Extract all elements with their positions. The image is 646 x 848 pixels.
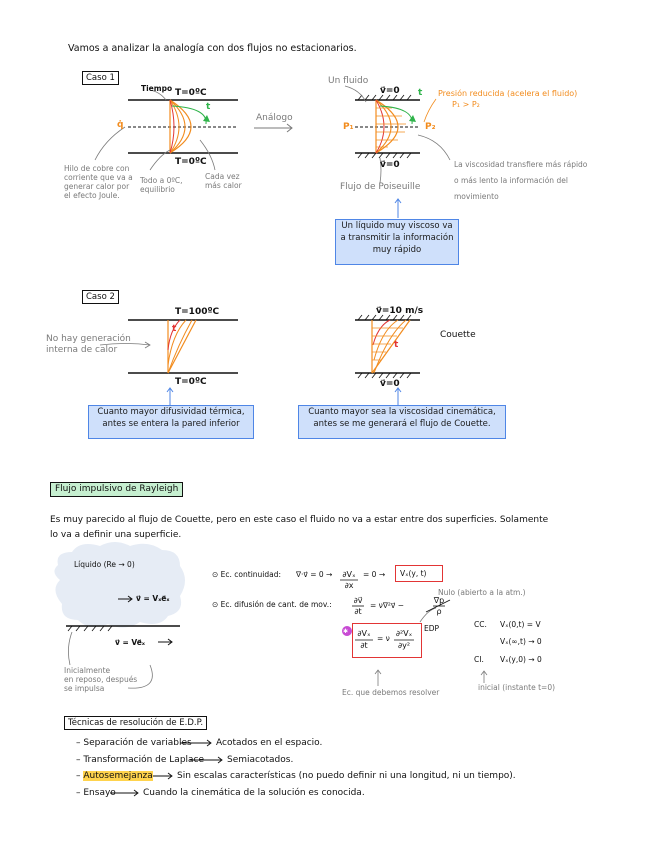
continuity-label: ⊙ Ec. continuidad:: [212, 570, 282, 579]
pde-lhs-den: ∂t: [360, 641, 368, 650]
pde-lhs-num: ∂Vₓ: [357, 629, 371, 638]
pde-mid: = ν: [377, 634, 390, 643]
case2-t-symbol: t: [172, 324, 177, 334]
continuity-frac-num: ∂Vₓ: [342, 570, 356, 579]
diff-rhs: = ν∇²v⃗ −: [370, 601, 404, 610]
initial-note: inicial (instante t=0): [478, 683, 556, 692]
intro-text: Vamos a analizar la analogía con dos flujos no estacionarios.: [68, 43, 357, 54]
case1-v-top: v⃗=0: [380, 86, 400, 96]
viscosity-note-0: La viscosidad transfiere más rápido: [454, 160, 588, 169]
couette-t-symbol: t: [394, 340, 399, 350]
technique-name-1: Transformación de Laplace: [83, 755, 205, 765]
note-heat-1: corriente que va a: [64, 173, 133, 182]
no-gen-0: No hay generación: [46, 334, 131, 344]
grad-num: ∇p: [433, 596, 445, 605]
fluid-label: Un fluido: [328, 76, 369, 86]
cc1: Vₓ(0,t) = V: [500, 620, 541, 629]
rayleigh-desc-0: Es muy parecido al flujo de Couette, pero en este caso el fluido no va a estar entre dos superficies. Solamente: [50, 515, 549, 525]
continuity-frac-den: ∂x: [344, 581, 354, 590]
note-heat-3: el efecto Joule.: [64, 191, 120, 200]
case2-left-line-0: Cuanto mayor difusividad térmica,: [97, 407, 245, 417]
viscosity-note-2: movimiento: [454, 192, 499, 201]
technique-name-3: Ensayo: [83, 788, 116, 798]
note-equilibrium-1: equilibrio: [140, 185, 175, 194]
velocity-field: v⃗ = Vₓe⃗ₓ: [136, 594, 170, 603]
note-heat-2: generar calor por: [64, 182, 130, 191]
couette-label: Couette: [440, 330, 476, 340]
case2-v-top: v⃗=10 m/s: [376, 306, 424, 316]
viscosity-note-1: o más lento la información del: [454, 176, 568, 185]
case2-right-callout: [298, 405, 506, 439]
case1-t-symbol: t: [206, 102, 211, 112]
wall-note-2: se impulsa: [64, 684, 105, 693]
case1-callout-box: [335, 219, 459, 265]
ci1: Vₓ(y,0) → 0: [500, 655, 542, 664]
pressure-note: Presión reducida (acelera el fluido): [438, 89, 578, 98]
case1-right-t-symbol: t: [418, 88, 423, 98]
case2-top-temp: T=100ºC: [175, 307, 220, 317]
solve-note: Ec. que debemos resolver: [342, 688, 440, 697]
grad-den: ρ: [436, 607, 442, 616]
diff-den: ∂t: [354, 607, 362, 616]
technique-desc-1: Semiacotados.: [227, 755, 294, 765]
technique-desc-0: Acotados en el espacio.: [216, 738, 323, 748]
case1-bottom-temp: T=0ºC: [175, 157, 207, 167]
tiempo-label: Tiempo: [141, 84, 173, 93]
pressure-relation: P₁ > P₂: [452, 100, 480, 109]
rayleigh-title: Flujo impulsivo de Rayleigh: [50, 482, 183, 497]
edp-label: EDP: [424, 624, 440, 633]
technique-item-0: – Separación de variables: [76, 738, 192, 748]
note-each-1: más calor: [205, 181, 242, 190]
technique-name-2: Autosemejanza: [83, 771, 153, 781]
note-each-0: Cada vez: [205, 172, 240, 181]
null-note: Nulo (abierto a la atm.): [438, 588, 526, 597]
poiseuille-label: Flujo de Poiseuille: [340, 182, 421, 192]
case1-title: Caso 1: [82, 71, 119, 85]
rayleigh-desc-1: lo va a definir una superficie.: [50, 530, 182, 540]
continuity-lhs: ∇·v⃗ = 0 →: [296, 570, 333, 579]
case2-right-line-1: antes se me generará el flujo de Couette.: [313, 419, 491, 429]
diff-num: ∂v⃗: [353, 596, 363, 605]
technique-desc-2: Sin escalas características (no puedo definir ni una longitud, ni un tiempo).: [177, 771, 516, 781]
case1-top-temp: T=0ºC: [175, 88, 207, 98]
technique-name-0: Separación de variables: [83, 738, 192, 748]
wall-note-0: Inicialmente: [64, 666, 111, 675]
note-heat-0: Hilo de cobre con: [64, 164, 130, 173]
techniques-title: Técnicas de resolución de E.D.P.: [64, 716, 207, 730]
case1-callout-line-1: a transmitir la información: [340, 233, 454, 243]
case2-left-callout: [88, 405, 254, 439]
note-equilibrium-0: Todo a 0ºC,: [140, 176, 183, 185]
continuity-result-box: [395, 565, 443, 582]
continuity-rhs: = 0 →: [363, 570, 386, 579]
case1-v-bottom: v⃗=0: [380, 160, 400, 170]
technique-item-2: – Autosemejanza: [76, 771, 153, 781]
cc2: Vₓ(∞,t) → 0: [500, 637, 542, 646]
star-badge: ✱: [343, 628, 349, 635]
cc-label: CC.: [474, 620, 487, 629]
case2-bottom-temp: T=0ºC: [175, 377, 207, 387]
technique-item-3: – Ensayo: [76, 788, 116, 798]
p2-label: P₂: [425, 122, 436, 132]
case2-title: Caso 2: [82, 290, 119, 304]
case2-v-bottom: v⃗=0: [380, 379, 400, 389]
heat-q-symbol: q̇: [117, 120, 124, 130]
wall-note-1: en reposo, después: [64, 675, 138, 684]
ci-label: CI.: [474, 655, 484, 664]
wall-velocity: v⃗ = Ve⃗ₓ: [115, 638, 145, 647]
pde-rhs-num: ∂²Vₓ: [395, 629, 413, 638]
case2-left-line-1: antes se entera la pared inferior: [102, 419, 240, 429]
analog-label: Análogo: [256, 113, 293, 123]
technique-desc-3: Cuando la cinemática de la solución es conocida.: [143, 788, 365, 798]
case1-callout-line-0: Un líquido muy viscoso va: [341, 221, 453, 231]
case1-callout-line-2: muy rápido: [372, 245, 422, 255]
p1-label: P₁: [343, 122, 354, 132]
liquid-label: Líquido (Re → 0): [74, 560, 135, 569]
pde-rhs-den: ∂y²: [397, 641, 411, 650]
no-gen-1: interna de calor: [46, 345, 118, 355]
continuity-result: Vₓ(y, t): [400, 569, 427, 578]
diffusion-label: ⊙ Ec. difusión de cant. de mov.:: [212, 600, 332, 609]
case2-right-line-0: Cuanto mayor sea la viscosidad cinemática,: [308, 407, 496, 417]
technique-item-1: – Transformación de Laplace: [76, 755, 205, 765]
